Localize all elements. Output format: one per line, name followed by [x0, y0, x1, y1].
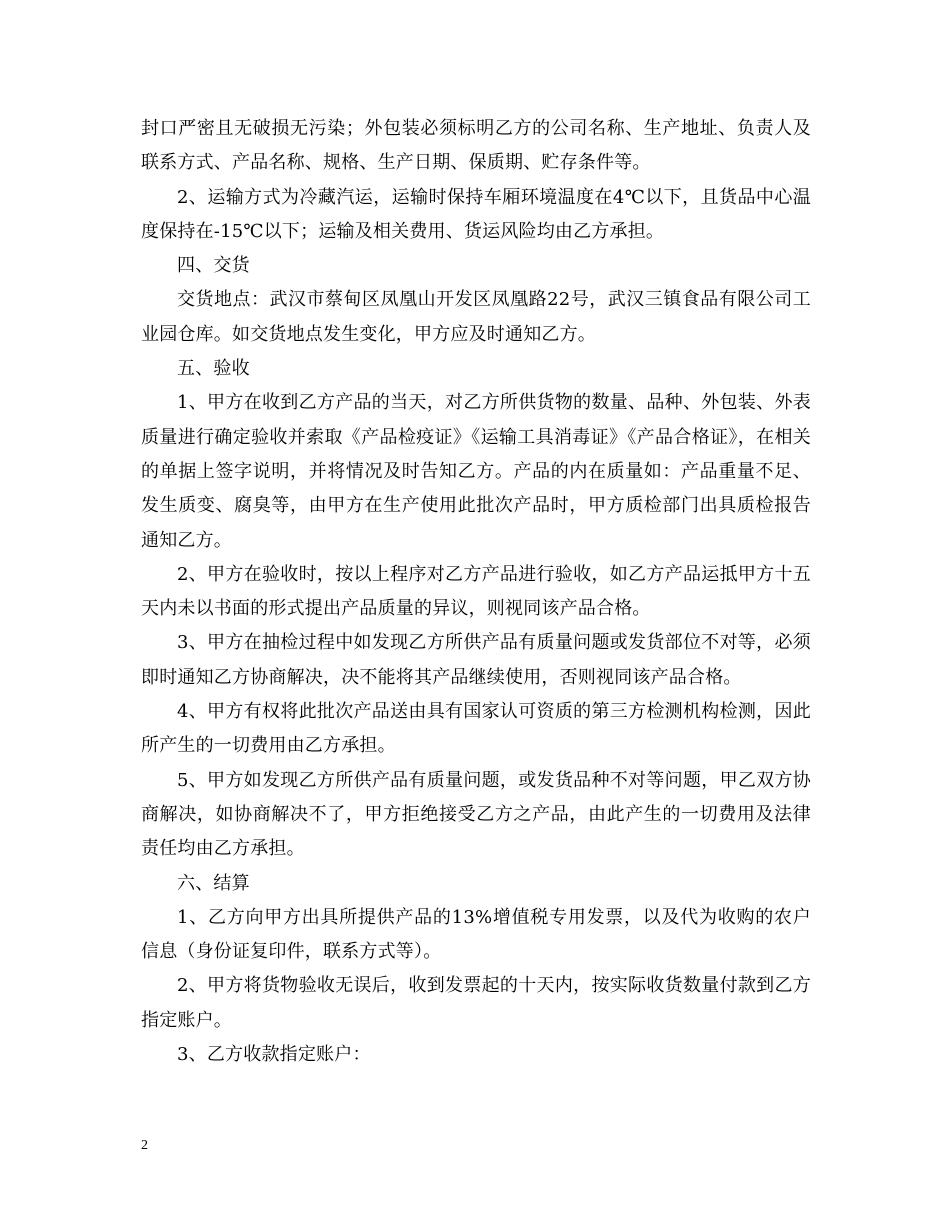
- paragraph-settlement-3: 3、乙方收款指定账户：: [177, 1044, 371, 1066]
- paragraph-acceptance-2: 2、甲方在验收时，按以上程序对乙方产品进行验收，如乙方产品运抵甲方十五天内未以书面的形式提出产品质量的异议，则视同该产品合格。: [141, 563, 811, 620]
- paragraph-acceptance-5: 5、甲方如发现乙方所供产品有质量问题，或发货品种不对等问题，甲乙双方协商解决，如协商解决不了，甲方拒绝接受乙方之产品，由此产生的一切费用及法律责任均由乙方承担。: [141, 769, 811, 860]
- paragraph-settlement-1: 1、乙方向甲方出具所提供产品的13%增值税专用发票，以及代为收购的农户信息（身份证复印件，联系方式等）。: [141, 906, 811, 963]
- paragraph-transport: 2、运输方式为冷藏汽运，运输时保持车厢环境温度在4℃以下，且货品中心温度保持在-15℃以下；运输及相关费用、货运风险均由乙方承担。: [141, 186, 811, 242]
- paragraph-packaging-continued: 封口严密且无破损无污染；外包装必须标明乙方的公司名称、生产地址、负责人及联系方式、产品名称、规格、生产日期、保质期、贮存条件等。: [141, 118, 811, 174]
- document-body: [141, 112, 811, 1072]
- page-number: 2: [141, 1138, 148, 1153]
- paragraph-acceptance-3: 3、甲方在抽检过程中如发现乙方所供产品有质量问题或发货部位不对等，必须即时通知乙方协商解决，决不能将其产品继续使用，否则视同该产品合格。: [141, 632, 811, 688]
- section-heading-delivery: 四、交货: [177, 255, 250, 277]
- paragraph-settlement-2: 2、甲方将货物验收无误后，收到发票起的十天内，按实际收货数量付款到乙方指定账户。: [141, 975, 811, 1031]
- section-heading-acceptance: 五、验收: [177, 358, 250, 380]
- section-heading-settlement: 六、结算: [177, 872, 250, 894]
- paragraph-acceptance-4: 4、甲方有权将此批次产品送由具有国家认可资质的第三方检测机构检测，因此所产生的一切费用由乙方承担。: [141, 701, 811, 757]
- paragraph-delivery-location: 交货地点：武汉市蔡甸区凤凰山开发区凤凰路22号，武汉三镇食品有限公司工业园仓库。如交货地点发生变化，甲方应及时通知乙方。: [141, 289, 811, 345]
- paragraph-acceptance-1: 1、甲方在收到乙方产品的当天，对乙方所供货物的数量、品种、外包装、外表质量进行确定验收并索取《产品检疫证》《运输工具消毒证》《产品合格证》，在相关的单据上签字说明，并将情况及时告知乙方。产品的内在质量如：产品重量不足、发生质变、腐臭等，由甲方在生产使用此批次产品时，甲方质检部门出具质检报告通知乙方。: [141, 392, 811, 551]
